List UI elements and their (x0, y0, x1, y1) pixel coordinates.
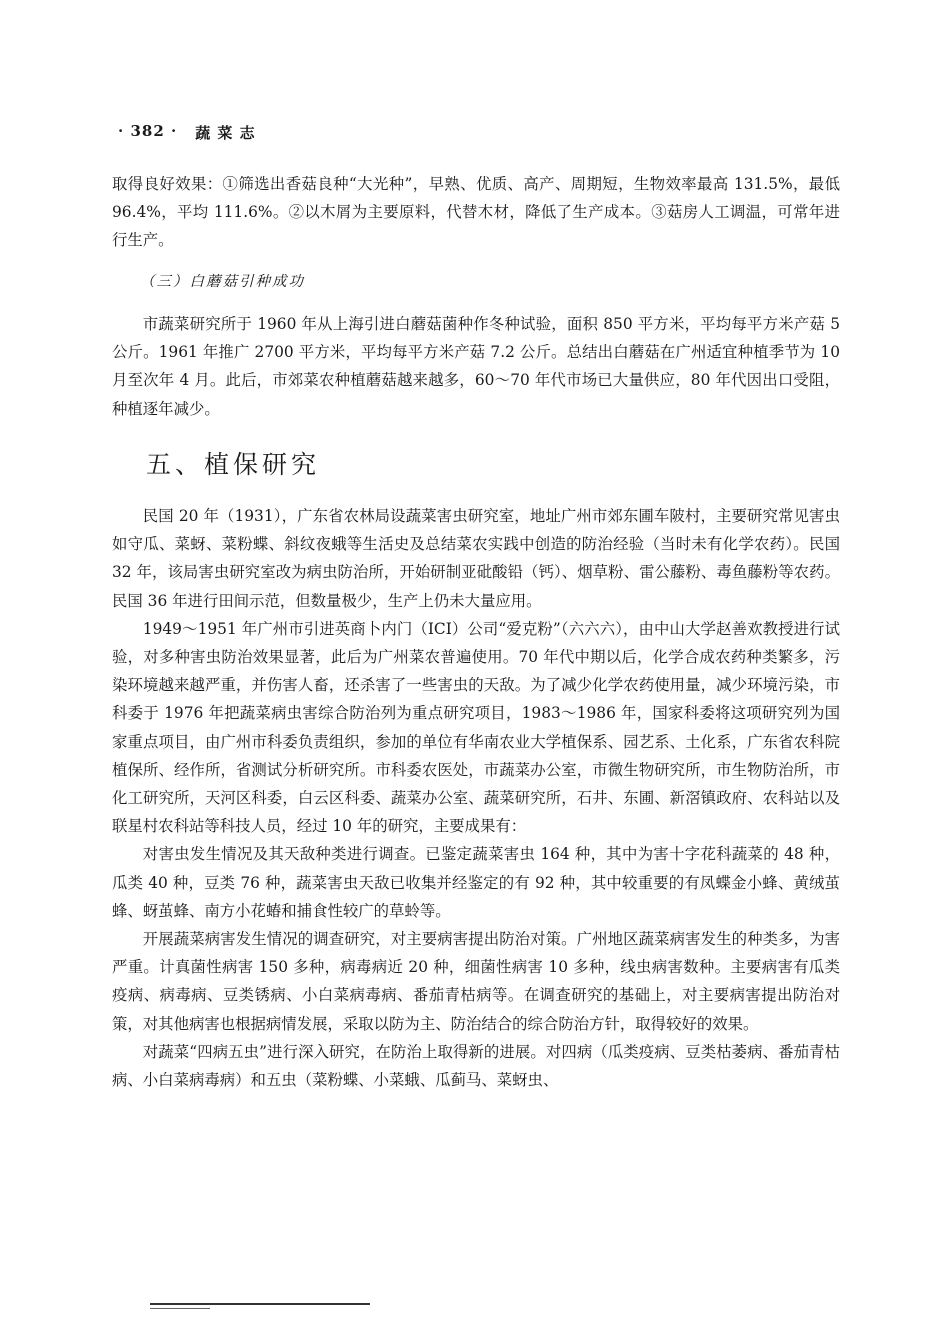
book-title: 蔬 菜 志 (195, 124, 256, 142)
body-paragraph: 对蔬菜“四病五虫”进行深入研究，在防治上取得新的进展。对四病（瓜类疫病、豆类枯萎病、番茄青枯病、小白菜病毒病）和五虫（菜粉蝶、小菜蛾、瓜蓟马、菜蚜虫、 (112, 1042, 840, 1090)
footer-rule (150, 1303, 370, 1305)
body-paragraph: 民国 20 年（1931），广东省农林局设蔬菜害虫研究室，地址广州市郊东圃车陂村，主要研究常见害虫如守瓜、菜蚜、菜粉蝶、斜纹夜蛾等生活史及总结菜农实践中创造的防治经验（当时未有化学农药）。民国 32 年，该局害虫研究室改为病虫防治所，开始研制亚砒酸铅（钙）、烟草粉、雷公藤粉、毒鱼藤粉等农药。民国 36 年进行田间示范，但数量极少，生产上仍未大量应用。 (112, 507, 840, 610)
mushroom-block (112, 310, 840, 423)
mushroom-paragraph: 市蔬菜研究所于 1960 年从上海引进白蘑菇菌种作冬种试验，面积 850 平方米，平均每平方米产菇 5 公斤。1961 年推广 2700 平方米，平均每平方米产菇 7.2 公斤。总结出白蘑菇在广州适宜种植季节为 10 月至次年 4 月。此后，市郊菜农种植蘑菇越来越多，60～70 年代市场已大量供应，80 年代因出口受阻，种植逐年减少。 (112, 315, 840, 418)
intro-paragraph: 取得良好效果：①筛选出香菇良种“大光种”，早熟、优质、高产、周期短，生物效率最高 131.5%，最低 96.4%，平均 111.6%。②以木屑为主要原料，代替木材，降低了生产成本。③菇房人工调温，可常年进行生产。 (112, 175, 840, 250)
page-header (118, 122, 256, 143)
body-paragraph: 对害虫发生情况及其天敌种类进行调查。已鉴定蔬菜害虫 164 种，其中为害十字花科蔬菜的 48 种，瓜类 40 种，豆类 76 种，蔬菜害虫天敌已收集并经鉴定的有 92 种，其中较重要的有凤蝶金小蜂、黄绒茧蜂、蚜茧蜂、南方小花蝽和捕食性较广的草蛉等。 (112, 845, 840, 920)
section-title: 五、植保研究 (146, 450, 321, 479)
intro-block (112, 170, 840, 255)
body-paragraph: 1949～1951 年广州市引进英商卜内门（ICI）公司“爱克粉”（六六六），由中山大学赵善欢教授进行试验，对多种害虫防治效果显著，此后为广州菜农普遍使用。70 年代中期以后，化学合成农药种类繁多，污染环境越来越严重，并伤害人畜，还杀害了一些害虫的天敌。为了减少化学农药使用量，减少环境污染，市科委于 1976 年把蔬菜病虫害综合防治列为重点研究项目，1983～1986 年，国家科委将这项研究列为国家重点项目，由广州市科委负责组织，参加的单位有华南农业大学植保系、园艺系、土化系，广东省农科院植保所、经作所，省测试分析研究所。市科委农医处，市蔬菜办公室，市微生物研究所，市生物防治所，市化工研究所，天河区科委，白云区科委、蔬菜办公室、蔬菜研究所，石井、东圃、新滘镇政府、农科站以及联星村农科站等科技人员，经过 10 年的研究，主要成果有： (112, 619, 840, 836)
page-number: · 382 · (118, 122, 178, 140)
body-paragraph: 开展蔬菜病害发生情况的调查研究，对主要病害提出防治对策。广州地区蔬菜病害发生的种类多，为害严重。计真菌性病害 150 多种，病毒病近 20 种，细菌性病害 10 多种，线虫病害数种。主要病害有瓜类疫病、病毒病、豆类锈病、小白菜病毒病、番茄青枯病等。在调查研究的基础上，对主要病害提出防治对策，对其他病害也根据病情发展，采取以防为主、防治结合的综合防治方针，取得较好的效果。 (112, 930, 840, 1033)
footer-rule-short (150, 1308, 210, 1309)
subheading: （三）白蘑菇引种成功 (140, 274, 305, 290)
body-block (112, 502, 840, 1094)
